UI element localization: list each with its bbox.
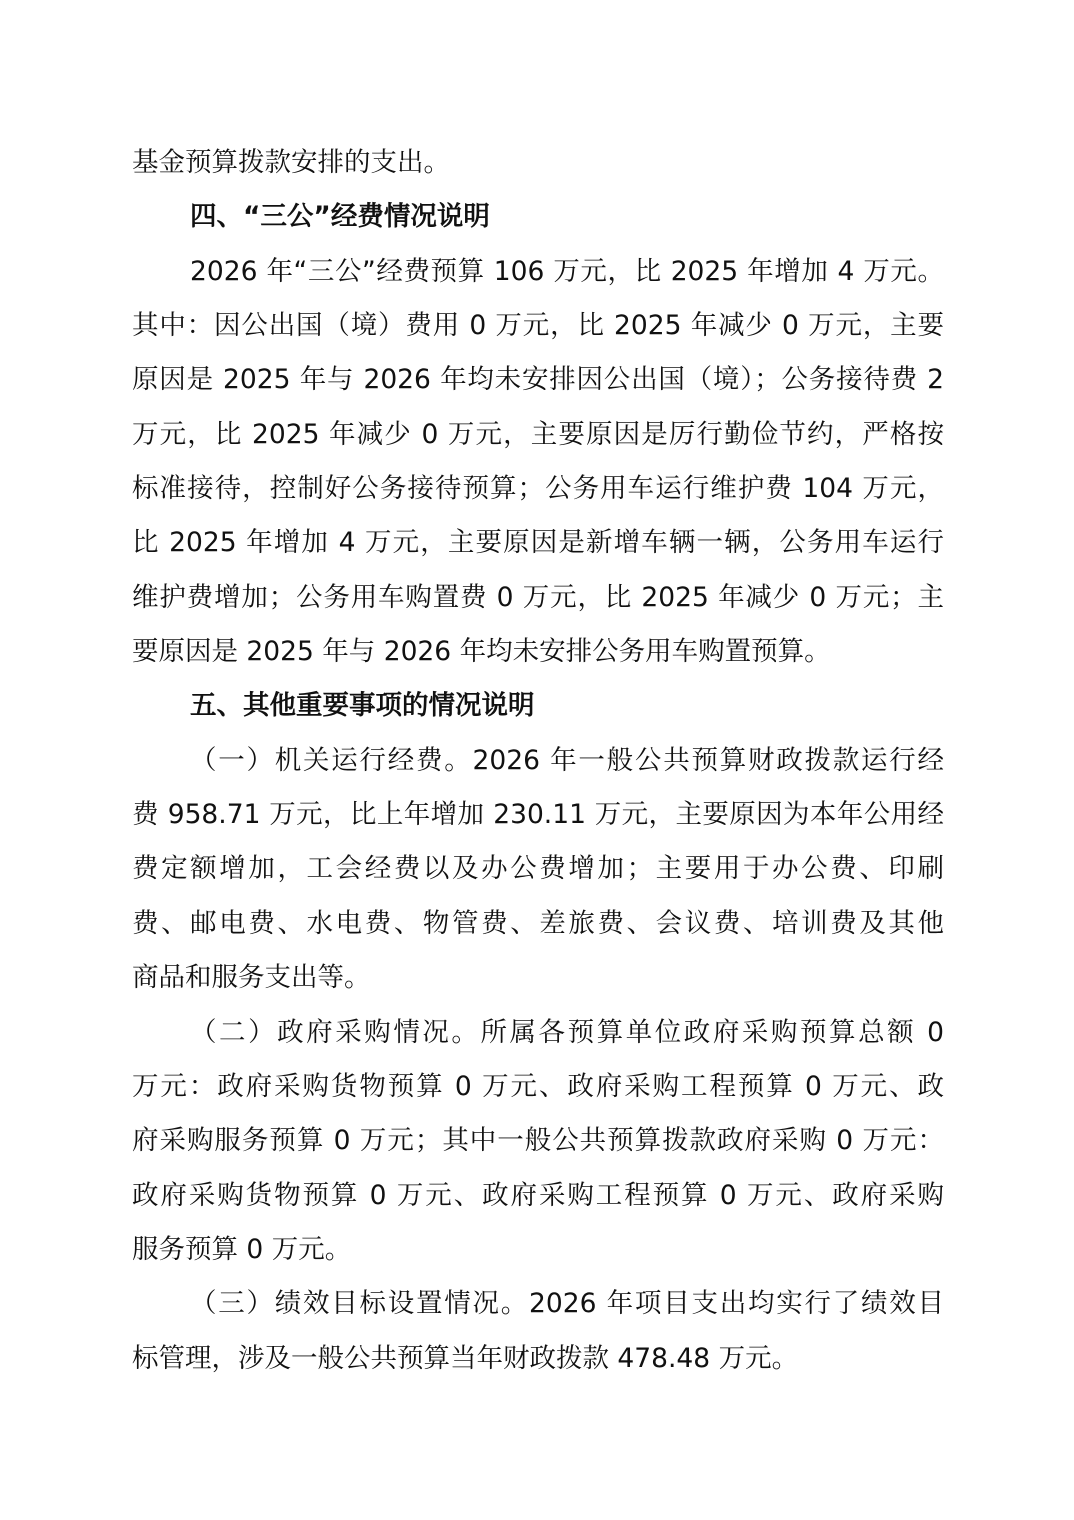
section-heading-other: 五、其他重要事项的情况说明 (190, 690, 535, 722)
paragraph-line: 府采购服务预算 0 万元；其中一般公共预算拨款政府采购 0 万元： (132, 1125, 944, 1157)
paragraph-line: 标管理，涉及一般公共预算当年财政拨款 478.48 万元。 (132, 1342, 799, 1374)
section-heading-sangong: 四、“三公”经费情况说明 (190, 201, 490, 233)
paragraph-line: 万元，比 2025 年减少 0 万元，主要原因是厉行勤俭节约，严格按 (132, 418, 944, 450)
paragraph-line: 要原因是 2025 年与 2026 年均未安排公务用车购置预算。 (132, 636, 831, 668)
paragraph-line: （三）绩效目标设置情况。2026 年项目支出均实行了绩效目 (190, 1288, 944, 1320)
paragraph-line: 原因是 2025 年与 2026 年均未安排因公出国（境）；公务接待费 2 (132, 364, 944, 396)
paragraph-line: 费 958.71 万元，比上年增加 230.11 万元，主要原因为本年公用经 (132, 799, 944, 831)
paragraph-line: 费、邮电费、水电费、物管费、差旅费、会议费、培训费及其他 (132, 907, 944, 939)
paragraph-line: 维护费增加；公务用车购置费 0 万元，比 2025 年减少 0 万元；主 (132, 581, 944, 613)
paragraph-line: （二）政府采购情况。所属各预算单位政府采购预算总额 0 (190, 1016, 944, 1048)
paragraph-line: 2026 年“三公”经费预算 106 万元，比 2025 年增加 4 万元。 (190, 255, 944, 287)
paragraph-line: （一）机关运行经费。2026 年一般公共预算财政拨款运行经 (190, 744, 944, 776)
paragraph-line: 服务预算 0 万元。 (132, 1233, 352, 1265)
paragraph-line: 费定额增加，工会经费以及办公费增加；主要用于办公费、印刷 (132, 853, 944, 885)
paragraph-line: 比 2025 年增加 4 万元，主要原因是新增车辆一辆，公务用车运行 (132, 527, 944, 559)
paragraph-line: 标准接待，控制好公务接待预算；公务用车运行维护费 104 万元， (132, 473, 944, 505)
paragraph-line: 商品和服务支出等。 (132, 962, 371, 994)
paragraph-line: 其中：因公出国（境）费用 0 万元，比 2025 年减少 0 万元，主要 (132, 310, 944, 342)
paragraph-line: 万元：政府采购货物预算 0 万元、政府采购工程预算 0 万元、政 (132, 1070, 944, 1102)
paragraph-line: 基金预算拨款安排的支出。 (132, 147, 450, 178)
paragraph-line: 政府采购货物预算 0 万元、政府采购工程预算 0 万元、政府采购 (132, 1179, 944, 1211)
document-page (132, 136, 944, 1386)
